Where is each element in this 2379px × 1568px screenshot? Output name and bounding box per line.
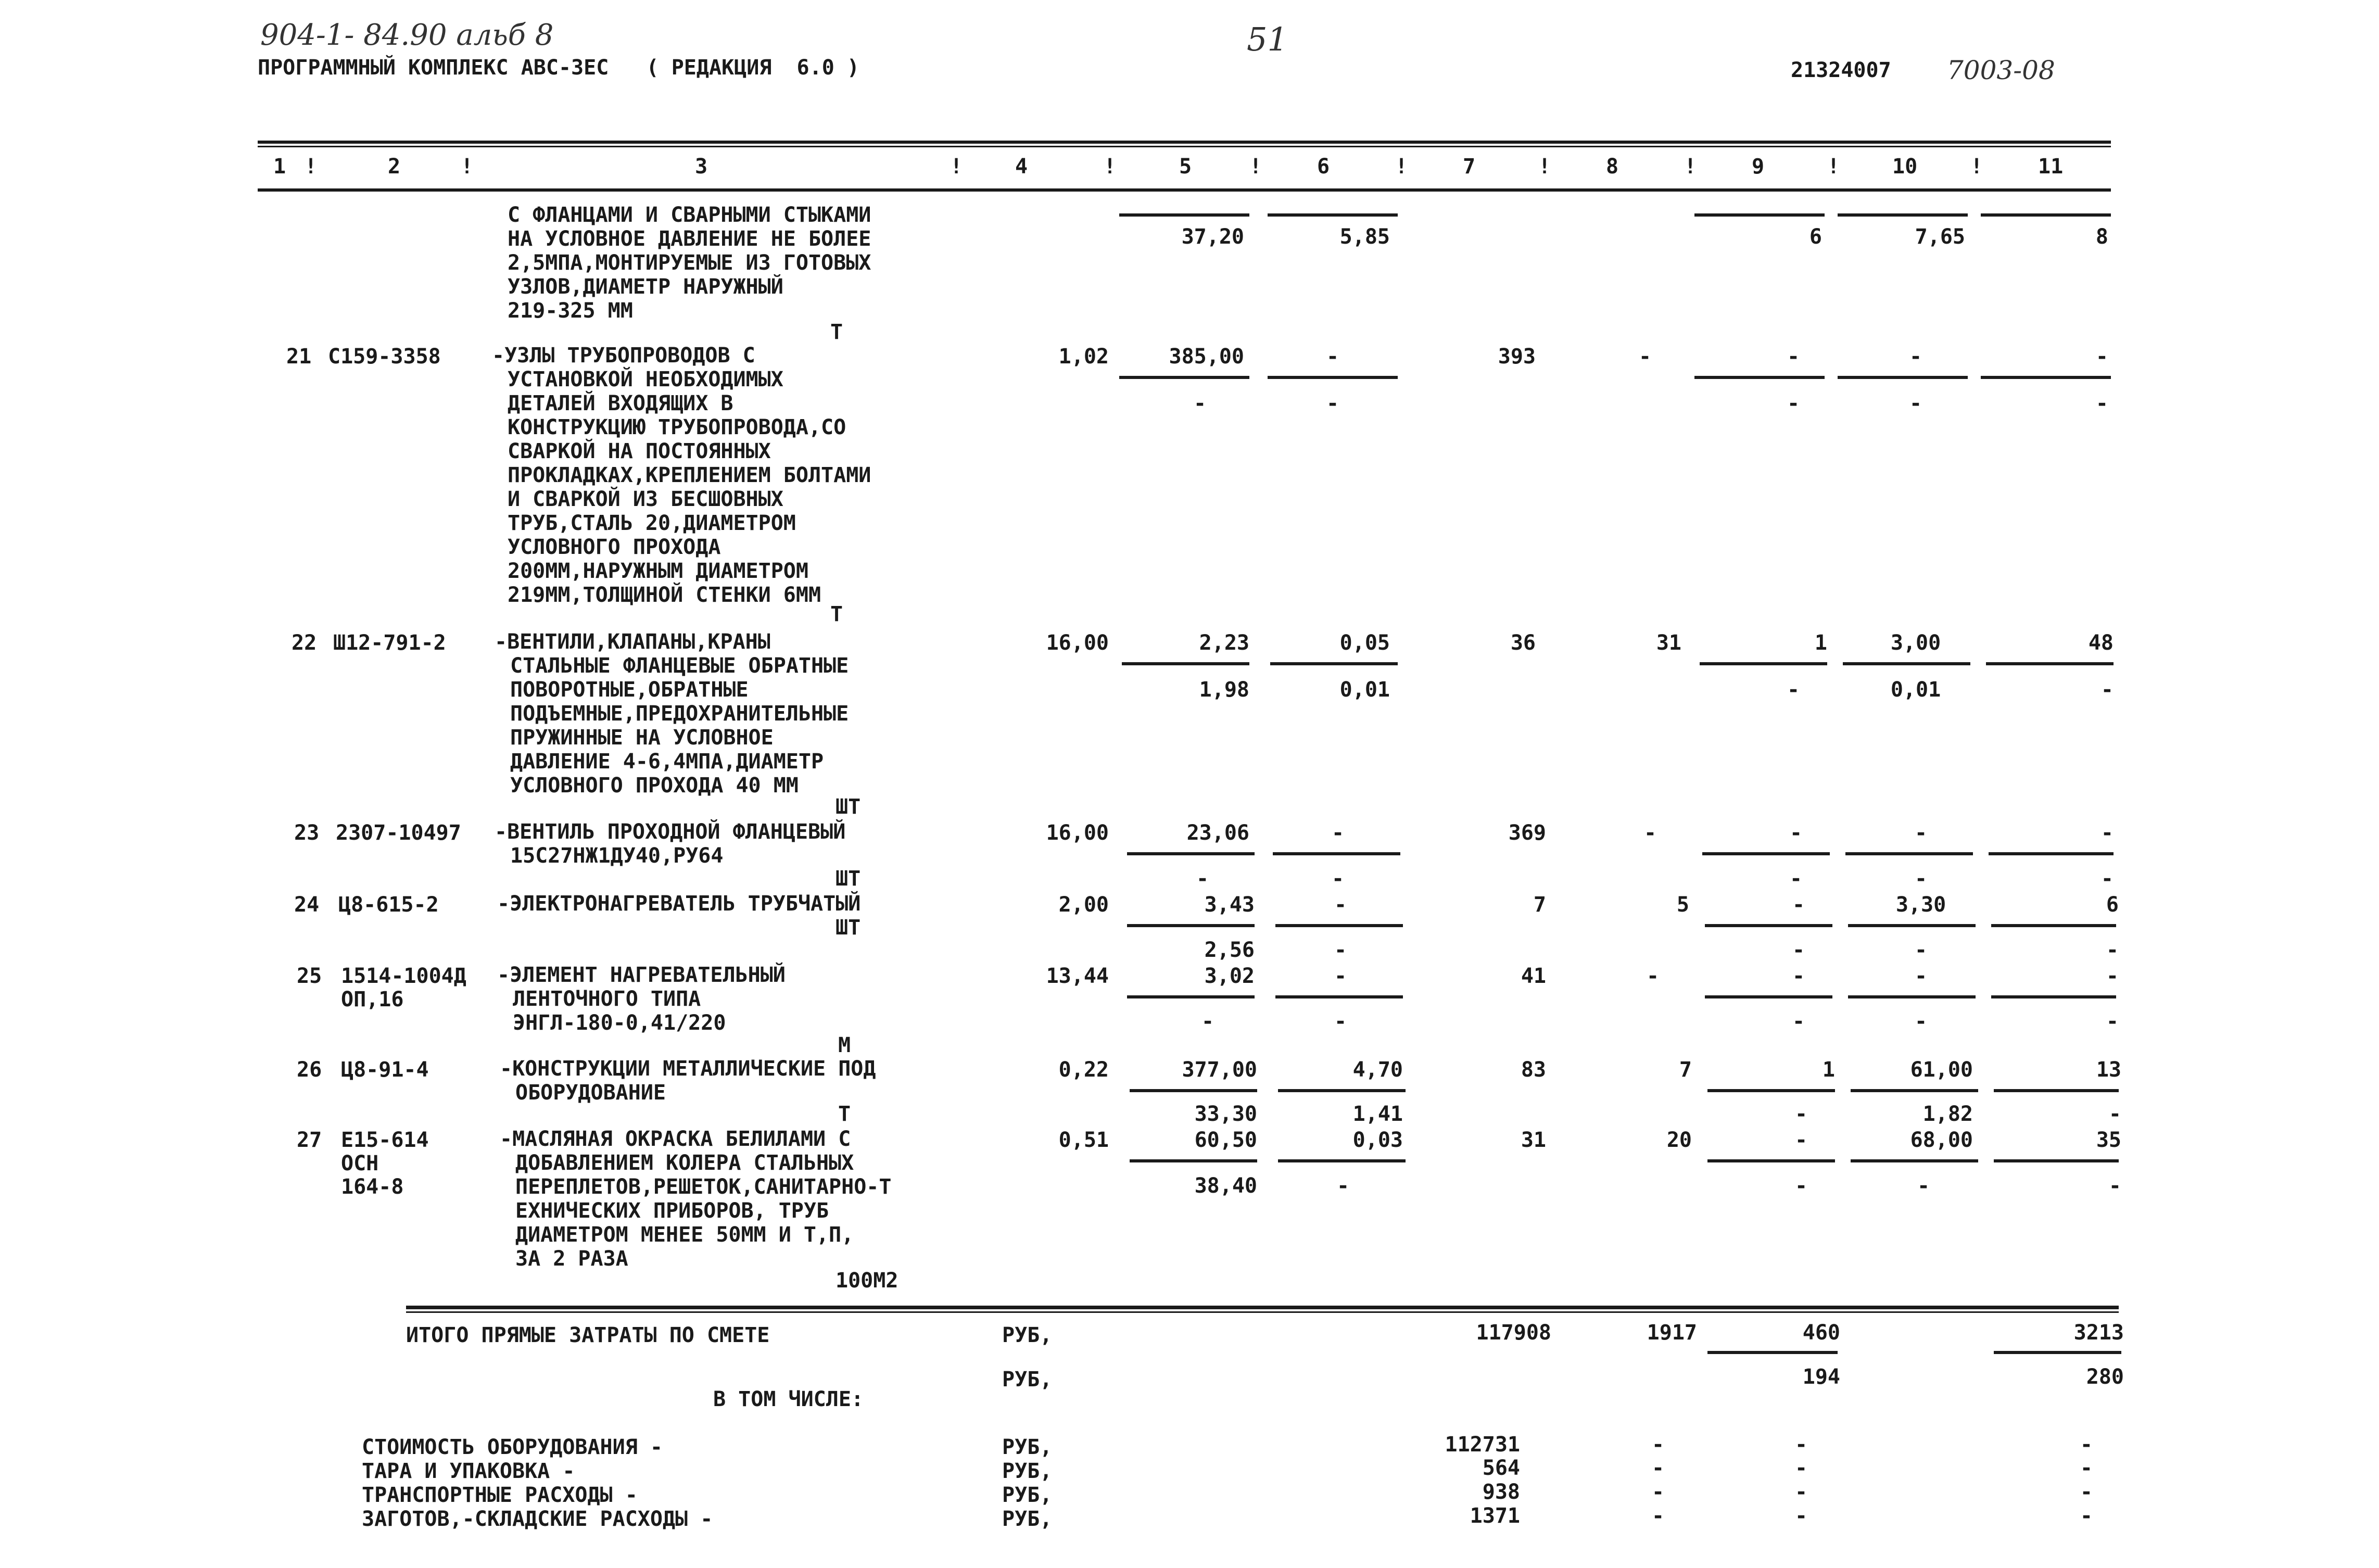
dash-line	[1981, 376, 2111, 379]
totals-label: ИТОГО ПРЯМЫЕ ЗАТРАТЫ ПО СМЕТЕ	[406, 1323, 770, 1347]
cell-col11-secondary: -	[2108, 1174, 2121, 1198]
row-unit: Т	[830, 602, 843, 626]
cell-col5-secondary: 2,56	[1204, 938, 1255, 962]
cell-col5-secondary: 33,30	[1194, 1102, 1257, 1126]
column-header-4: 4	[1015, 155, 1028, 179]
cell-col8: 7	[1679, 1058, 1692, 1082]
column-header-1: 1	[273, 155, 286, 179]
row-code: Ш12-791-2	[333, 631, 446, 655]
dash-line	[1705, 995, 1832, 998]
breakdown-col8: -	[1651, 1456, 1665, 1480]
row-description-line: 15С27НЖ1ДУ40,РУ64	[510, 844, 724, 868]
row-description-line: ТРУБ,СТАЛЬ 20,ДИАМЕТРОМ	[508, 511, 796, 535]
cell-col10: -	[1914, 964, 1928, 988]
table-top-rule-2	[258, 146, 2111, 147]
cell-col6: -	[1331, 821, 1345, 845]
breakdown-col11: -	[2080, 1480, 2093, 1504]
dash-line	[1994, 1089, 2119, 1092]
cell-col10-secondary: -	[1914, 1009, 1928, 1033]
cell-col6: -	[1334, 893, 1347, 917]
row-unit: М	[838, 1033, 851, 1057]
handwritten-code: 7003-08	[1947, 55, 2055, 85]
row-description-line: СВАРКОЙ НА ПОСТОЯННЫХ	[508, 439, 771, 463]
cell-col9-secondary: -	[1787, 391, 1800, 415]
cell-col9: 6	[1809, 225, 1822, 249]
dash-line	[1130, 1159, 1257, 1162]
row-description-line: 200ММ,НАРУЖНЫМ ДИАМЕТРОМ	[508, 559, 808, 583]
cell-col11: 48	[2088, 631, 2114, 655]
dash-line	[1707, 1159, 1835, 1162]
cell-col5-secondary: -	[1193, 391, 1207, 415]
row-unit: ШТ	[836, 916, 861, 940]
dash-line	[1130, 1089, 1257, 1092]
dash-line	[1700, 662, 1827, 665]
breakdown-col8: -	[1651, 1480, 1665, 1504]
dash-line	[1702, 852, 1830, 855]
cell-col4: 2,00	[1058, 893, 1109, 917]
cell-col11-secondary: -	[2095, 391, 2108, 415]
dash-line	[1268, 376, 1398, 379]
cell-col4: 16,00	[1046, 631, 1109, 655]
dash-line	[1848, 924, 1976, 927]
cell-col11: 35	[2096, 1128, 2121, 1152]
cell-col11: 13	[2096, 1058, 2121, 1082]
cell-col11: -	[2095, 345, 2108, 369]
cell-col7: 83	[1521, 1058, 1546, 1082]
row-description-line: -КОНСТРУКЦИИ МЕТАЛЛИЧЕСКИЕ ПОД	[500, 1057, 876, 1081]
row-description-line: ДЕТАЛЕЙ ВХОДЯЩИХ В	[508, 391, 733, 415]
totals-unit: РУБ,	[1002, 1323, 1053, 1347]
dash-line	[1694, 376, 1825, 379]
dash-line	[1981, 213, 2111, 217]
row-description-line: ПОДЪЕМНЫЕ,ПРЕДОХРАНИТЕЛЬНЫЕ	[510, 702, 849, 726]
cell-col8: 5	[1676, 893, 1689, 917]
row-unit: ШТ	[836, 867, 861, 891]
column-separator: !	[305, 155, 318, 179]
row-code: Ц8-91-4	[341, 1058, 429, 1082]
cell-col5: 23,06	[1186, 821, 1249, 845]
dash-line	[1119, 376, 1249, 379]
cell-col8: -	[1638, 345, 1652, 369]
dash-line	[1275, 924, 1403, 927]
cell-col11: 6	[2106, 893, 2119, 917]
totals-col11-secondary: 280	[2086, 1365, 2124, 1389]
cell-col5: 60,50	[1194, 1128, 1257, 1152]
dash-line	[1986, 662, 2114, 665]
breakdown-label: ЗАГОТОВ,-СКЛАДСКИЕ РАСХОДЫ -	[362, 1507, 713, 1531]
row-description-line: ДАВЛЕНИЕ 4-6,4МПА,ДИАМЕТР	[510, 750, 824, 774]
cell-col4: 0,51	[1058, 1128, 1109, 1152]
dash-line	[1278, 1159, 1406, 1162]
row-description-line: ДИАМЕТРОМ МЕНЕЕ 50ММ И Т,П,	[515, 1223, 854, 1247]
cell-col6-secondary: -	[1336, 1174, 1350, 1198]
dash-line	[1694, 213, 1825, 217]
cell-col5-secondary: -	[1196, 867, 1209, 891]
row-unit: Т	[838, 1102, 851, 1126]
cell-col7: 369	[1508, 821, 1546, 845]
row-number: 23	[294, 821, 320, 845]
handwritten-reference: 904-1- 84.90 альб 8	[260, 18, 554, 52]
dash-line	[1838, 376, 1968, 379]
cell-col9: -	[1792, 893, 1805, 917]
totals-col9-secondary: 194	[1802, 1365, 1840, 1389]
cell-col10-secondary: -	[1917, 1174, 1930, 1198]
cell-col5-secondary: 38,40	[1194, 1174, 1257, 1198]
cell-col9: 1	[1822, 1058, 1835, 1082]
cell-col6: -	[1334, 964, 1347, 988]
cell-col9: -	[1789, 821, 1803, 845]
cell-col10: 68,00	[1910, 1128, 1973, 1152]
dash-line	[1278, 1089, 1406, 1092]
cell-col9-secondary: -	[1794, 1174, 1808, 1198]
column-separator: !	[1395, 155, 1408, 179]
cell-col10-secondary: -	[1909, 391, 1922, 415]
dash-line	[1705, 924, 1832, 927]
row-description-line: ЭНГЛ-180-0,41/220	[513, 1011, 726, 1035]
breakdown-col8: -	[1651, 1504, 1665, 1528]
row-description-line: УСЛОВНОГО ПРОХОДА 40 ММ	[510, 774, 799, 798]
dash-line	[1838, 213, 1968, 217]
dash-line	[1122, 662, 1249, 665]
row-number: 27	[297, 1128, 322, 1152]
cell-col7: 393	[1498, 345, 1536, 369]
totals-rule	[406, 1306, 2119, 1309]
breakdown-col9: -	[1794, 1433, 1808, 1457]
breakdown-unit: РУБ,	[1002, 1459, 1053, 1483]
totals-col8: 1917	[1647, 1321, 1697, 1345]
row-number: 24	[294, 893, 320, 917]
row-code: 1514-1004Д	[341, 964, 466, 988]
row-description-line: 219-325 ММ	[508, 299, 633, 323]
cell-col9-secondary: -	[1789, 867, 1803, 891]
column-separator: !	[1538, 155, 1551, 179]
cell-col6-secondary: -	[1334, 938, 1347, 962]
cell-col6: -	[1326, 345, 1339, 369]
dash-line	[1127, 924, 1255, 927]
row-description-line: ЛЕНТОЧНОГО ТИПА	[513, 987, 701, 1011]
cell-col5: 3,43	[1204, 893, 1255, 917]
cell-col9-secondary: -	[1792, 1009, 1805, 1033]
row-description-line: НА УСЛОВНОЕ ДАВЛЕНИЕ НЕ БОЛЕЕ	[508, 227, 871, 251]
row-description-line: 219ММ,ТОЛЩИНОЙ СТЕНКИ 6ММ	[508, 583, 821, 607]
column-header-9: 9	[1752, 155, 1765, 179]
cell-col10: 61,00	[1910, 1058, 1973, 1082]
row-description-line: ЕХНИЧЕСКИХ ПРИБОРОВ, ТРУБ	[515, 1199, 829, 1223]
row-code: С159-3358	[328, 345, 441, 369]
cell-col7: 36	[1510, 631, 1536, 655]
cell-col6-secondary: -	[1334, 1009, 1347, 1033]
cell-col10: 3,30	[1895, 893, 1946, 917]
row-description-line: С ФЛАНЦАМИ И СВАРНЫМИ СТЫКАМИ	[508, 203, 871, 227]
cell-col11-secondary: -	[2100, 678, 2114, 702]
program-title: ПРОГРАММНЫЙ КОМПЛЕКС АВС-3ЕС ( РЕДАКЦИЯ 6.0 )	[258, 56, 859, 80]
breakdown-col7: 1371	[1470, 1504, 1520, 1528]
cell-col4: 13,44	[1046, 964, 1109, 988]
breakdown-col9: -	[1794, 1504, 1808, 1528]
row-description-line: -ЭЛЕКТРОНАГРЕВАТЕЛЬ ТРУБЧАТЫЙ	[497, 892, 861, 916]
row-description-line: УСТАНОВКОЙ НЕОБХОДИМЫХ	[508, 368, 783, 391]
cell-col5: 37,20	[1181, 225, 1244, 249]
cell-col10-secondary: -	[1914, 867, 1928, 891]
row-description-line: ОБОРУДОВАНИЕ	[515, 1081, 666, 1105]
column-separator: !	[461, 155, 474, 179]
row-unit: ШТ	[836, 795, 861, 819]
dash-line	[1848, 995, 1976, 998]
column-separator: !	[950, 155, 963, 179]
totals-rule-2	[406, 1311, 2119, 1313]
column-separator: !	[1104, 155, 1117, 179]
dash-line	[1991, 995, 2116, 998]
cell-col11-secondary: -	[2106, 1009, 2119, 1033]
breakdown-col9: -	[1794, 1480, 1808, 1504]
cell-col9: 1	[1814, 631, 1827, 655]
table-header-rule	[258, 188, 2111, 192]
column-header-8: 8	[1606, 155, 1619, 179]
cell-col4: 0,22	[1058, 1058, 1109, 1082]
cell-col8: -	[1646, 964, 1660, 988]
breakdown-col9: -	[1794, 1456, 1808, 1480]
dash-line	[1273, 852, 1400, 855]
breakdown-label: ТАРА И УПАКОВКА -	[362, 1459, 575, 1483]
column-header-6: 6	[1317, 155, 1330, 179]
cell-col11-secondary: -	[2106, 938, 2119, 962]
breakdown-col11: -	[2080, 1504, 2093, 1528]
breakdown-col11: -	[2080, 1456, 2093, 1480]
totals-col9: 460	[1802, 1321, 1840, 1345]
dash-line	[1707, 1089, 1835, 1092]
cell-col9-secondary: -	[1794, 1102, 1808, 1126]
cell-col4: 16,00	[1046, 821, 1109, 845]
cell-col11-secondary: -	[2100, 867, 2114, 891]
column-header-5: 5	[1179, 155, 1192, 179]
breakdown-unit: РУБ,	[1002, 1507, 1053, 1531]
cell-col10: 7,65	[1915, 225, 1965, 249]
cell-col6: 0,05	[1339, 631, 1390, 655]
row-description-line: ЗА 2 РАЗА	[515, 1247, 628, 1271]
cell-col7: 41	[1521, 964, 1546, 988]
row-code-line3: 164-8	[341, 1175, 404, 1199]
row-unit: Т	[830, 320, 843, 344]
row-code-line2: ОП,16	[341, 988, 404, 1011]
row-number: 26	[297, 1058, 322, 1082]
breakdown-unit: РУБ,	[1002, 1435, 1053, 1459]
cell-col8: 31	[1656, 631, 1681, 655]
row-description-line: И СВАРКОЙ ИЗ БЕСШОВНЫХ	[508, 487, 783, 511]
cell-col6-secondary: -	[1331, 867, 1345, 891]
totals-unit-secondary: РУБ,	[1002, 1368, 1053, 1392]
dash-line	[1127, 995, 1255, 998]
cell-col6: 4,70	[1352, 1058, 1403, 1082]
cell-col11: -	[2106, 964, 2119, 988]
cell-col5: 385,00	[1169, 345, 1244, 369]
cell-col8: 20	[1666, 1128, 1692, 1152]
cell-col9: -	[1787, 345, 1800, 369]
cell-col10-secondary: 0,01	[1890, 678, 1941, 702]
cell-col5: 2,23	[1199, 631, 1249, 655]
row-code: Ц8-615-2	[338, 893, 439, 917]
dash-line	[1707, 1351, 1838, 1354]
dash-line	[1851, 1089, 1978, 1092]
cell-col9: -	[1794, 1128, 1808, 1152]
column-header-2: 2	[388, 155, 401, 179]
breakdown-col11: -	[2080, 1433, 2093, 1457]
breakdown-label: СТОИМОСТЬ ОБОРУДОВАНИЯ -	[362, 1435, 663, 1459]
row-description-line: -МАСЛЯНАЯ ОКРАСКА БЕЛИЛАМИ С	[500, 1127, 851, 1151]
row-description-line: ПРОКЛАДКАХ,КРЕПЛЕНИЕМ БОЛТАМИ	[508, 463, 871, 487]
breakdown-label: ТРАНСПОРТНЫЕ РАСХОДЫ -	[362, 1483, 638, 1507]
breakdown-col7: 112731	[1445, 1433, 1520, 1457]
dash-line	[1127, 852, 1255, 855]
column-header-10: 10	[1892, 155, 1918, 179]
row-number: 22	[292, 631, 317, 655]
column-separator: !	[1827, 155, 1840, 179]
row-description-line: ПРУЖИННЫЕ НА УСЛОВНОЕ	[510, 726, 774, 750]
cell-col8: -	[1643, 821, 1657, 845]
row-description-line: КОНСТРУКЦИЮ ТРУБОПРОВОДА,СО	[508, 415, 846, 439]
cell-col10-secondary: -	[1914, 938, 1928, 962]
dash-line	[1851, 1159, 1978, 1162]
row-number: 21	[286, 345, 312, 369]
column-separator: !	[1970, 155, 1983, 179]
row-description-line: 2,5МПА,МОНТИРУЕМЫЕ ИЗ ГОТОВЫХ	[508, 251, 871, 275]
page-number: 51	[1247, 20, 1288, 58]
row-code-line2: ОСН	[341, 1152, 379, 1175]
dash-line	[1843, 662, 1970, 665]
including-label: В ТОМ ЧИСЛЕ:	[713, 1387, 864, 1411]
column-separator: !	[1249, 155, 1262, 179]
row-code: Е15-614	[341, 1128, 429, 1152]
cell-col5: 377,00	[1182, 1058, 1257, 1082]
breakdown-unit: РУБ,	[1002, 1483, 1053, 1507]
cell-col9-secondary: -	[1787, 678, 1800, 702]
row-description-line: -ВЕНТИЛЬ ПРОХОДНОЙ ФЛАНЦЕВЫЙ	[495, 820, 846, 844]
row-description-line: ПЕРЕПЛЕТОВ,РЕШЕТОК,САНИТАРНО-Т	[515, 1175, 892, 1199]
document-code: 21324007	[1791, 58, 1891, 82]
cell-col9: -	[1792, 964, 1805, 988]
row-description-line: ПОВОРОТНЫЕ,ОБРАТНЫЕ	[510, 678, 749, 702]
row-description-line: -ЭЛЕМЕНТ НАГРЕВАТЕЛЬНЫЙ	[497, 963, 786, 987]
cell-col6-secondary: -	[1326, 391, 1339, 415]
dash-line	[1994, 1351, 2121, 1354]
column-header-7: 7	[1463, 155, 1476, 179]
breakdown-col7: 564	[1482, 1456, 1520, 1480]
cell-col10: -	[1914, 821, 1928, 845]
cell-col11: -	[2100, 821, 2114, 845]
cell-col10-secondary: 1,82	[1922, 1102, 1973, 1126]
row-description-line: СТАЛЬНЫЕ ФЛАНЦЕВЫЕ ОБРАТНЫЕ	[510, 654, 849, 678]
column-header-3: 3	[695, 155, 708, 179]
row-unit: 100М2	[836, 1269, 899, 1293]
breakdown-col7: 938	[1482, 1480, 1520, 1504]
cell-col6-secondary: 1,41	[1352, 1102, 1403, 1126]
row-number: 25	[297, 964, 322, 988]
dash-line	[1268, 213, 1398, 217]
cell-col5-secondary: 1,98	[1199, 678, 1249, 702]
cell-col7: 31	[1521, 1128, 1546, 1152]
row-code: 2307-10497	[336, 821, 461, 845]
cell-col4: 1,02	[1058, 345, 1109, 369]
dash-line	[1119, 213, 1249, 217]
row-description-line: УСЛОВНОГО ПРОХОДА	[508, 535, 721, 559]
breakdown-col8: -	[1651, 1433, 1665, 1457]
cell-col10: 3,00	[1890, 631, 1941, 655]
cell-col7: 7	[1533, 893, 1546, 917]
dash-line	[1989, 852, 2114, 855]
dash-line	[1994, 1159, 2119, 1162]
cell-col5-secondary: -	[1201, 1009, 1214, 1033]
column-header-11: 11	[2038, 155, 2064, 179]
cell-col11: 8	[2095, 225, 2108, 249]
dash-line	[1270, 662, 1398, 665]
row-description-line: -ВЕНТИЛИ,КЛАПАНЫ,КРАНЫ	[495, 630, 770, 654]
cell-col10: -	[1909, 345, 1922, 369]
dash-line	[1845, 852, 1973, 855]
table-top-rule	[258, 141, 2111, 144]
cell-col6-secondary: 0,01	[1339, 678, 1390, 702]
column-separator: !	[1684, 155, 1697, 179]
cell-col11-secondary: -	[2108, 1102, 2121, 1126]
row-description-line: ДОБАВЛЕНИЕМ КОЛЕРА СТАЛЬНЫХ	[515, 1151, 854, 1175]
row-description-line: -УЗЛЫ ТРУБОПРОВОДОВ С	[492, 344, 755, 368]
dash-line	[1991, 924, 2116, 927]
cell-col6: 0,03	[1352, 1128, 1403, 1152]
cell-col6: 5,85	[1339, 225, 1390, 249]
cell-col5: 3,02	[1204, 964, 1255, 988]
cell-col9-secondary: -	[1792, 938, 1805, 962]
row-description-line: УЗЛОВ,ДИАМЕТР НАРУЖНЫЙ	[508, 275, 783, 299]
totals-col7: 117908	[1476, 1321, 1551, 1345]
dash-line	[1275, 995, 1403, 998]
totals-col11: 3213	[2073, 1321, 2124, 1345]
